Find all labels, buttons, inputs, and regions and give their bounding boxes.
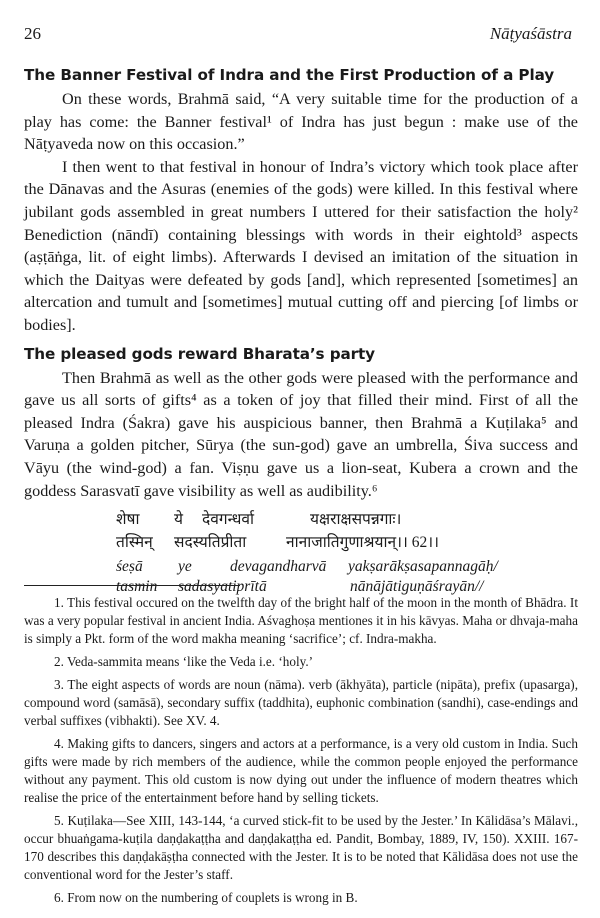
verse-devanagari	[24, 508, 578, 554]
running-title: Nāṭyaśāstra	[489, 24, 572, 43]
section-heading: The pleased gods reward Bharata’s party	[24, 344, 375, 363]
page-number: 26	[24, 24, 41, 43]
verse-line	[24, 508, 578, 531]
section-heading: The Banner Festival of Indra and the First Production of a Play	[24, 66, 555, 84]
footnote: 3. The eight aspects of words are noun (nāma). verb (ākhyāta), particle (nipāta), prefix (upasarga), compound word (samāsā), secondary suffix (taddhita), euphonic combination (sandhi), case-endings and verbal suffixes (vibhakti). See XV. 4.	[24, 677, 578, 728]
verse-word: sadasyatiprītā	[178, 578, 267, 596]
verse-word: देवगन्धर्वा	[202, 511, 255, 529]
verse-word: सदस्यतिप्रीता	[174, 534, 247, 552]
footnotes	[24, 594, 578, 912]
paragraph: I then went to that festival in honour of Indra’s victory which took place after the Dānavas and the Asuras (enemies of the gods) were killed. In this festival where jubilant gods assembled in great numbers I uttered for their satisfaction the holy² Benediction (nāndī) containing blessings with words in their eightold³ aspects (aṣṭāṅga, lit. of eight limbs). Afterwards I devised an imitation of the situation in which the Daityas were defeated by gods [and], which represented [sometimes] an altercation and tumult and [sometimes] mutual cutting off and piercing [of limbs or bodies].	[24, 157, 578, 334]
verse-word: śeṣā	[116, 558, 143, 576]
verse-line	[24, 531, 578, 554]
footnote: 1. This festival occured on the twelfth day of the bright half of the moon in the month of Bhādra. It was a very popular festival in ancient India. Aśvaghoṣa mentiones it in his kāvyas. Maha or dhvaja-maha is simply a Pkt. form of the word makha meaning ‘sacrifice’; cf. Indra-makha.	[24, 595, 578, 646]
footnote: 2. Veda-sammita means ‘like the Veda i.e. ‘holy.’	[54, 654, 314, 669]
verse-word: tasmin	[116, 578, 158, 596]
verse-line	[24, 557, 578, 577]
verse-word: यक्षराक्षसपन्नगाः।	[310, 511, 402, 529]
footnote: 6. From now on the numbering of couplets is wrong in B.	[54, 890, 358, 905]
footnote-divider	[24, 585, 240, 586]
verse-word: devagandharvā	[230, 558, 327, 576]
verse-word: तस्मिन्	[116, 534, 153, 552]
footnote: 4. Making gifts to dancers, singers and actors at a performance, is a very old custom in India. Such gifts were made by rich members of the audience, while the common people enjoyed the performance without any payment. This old custom is now dying out under the influence of modern theatres which realise the price of the entertainment before hand by selling tickets.	[24, 736, 578, 805]
page-header	[24, 24, 572, 46]
footnote: 5. Kuṭilaka—See XIII, 143-144, ‘a curved stick-fit to be used by the Jester.’ In Kālidāsa’s Mālavi., occur bhuaṅgama-kuṭila daṇḍakaṭṭha and daṇḍakaṭṭha ed. Pandit, Bombay, 1889, IV, 150). XXIII. 167-170 describes this daṇḍakāṣṭha connected with the Jester. It is to be noted that Kālidāsa does not use the conventional word for the Jester’s staff.	[24, 813, 578, 882]
paragraph: Then Brahmā as well as the other gods were pleased with the performance and gave us all sorts of gifts⁴ as a token of joy that filled their mind. First of all the pleased Indra (Śakra) gave his auspicious banner, then Brahmā a Kuṭilaka⁵ and Varuṇa a golden pitcher, Sūrya (the sun-god) gave an umbrella, Śiva success and Vāyu (the wind-god) a fan. Viṣṇu gave us a lion-seat, Kubera a crown and the goddess Sarasvatī gave visibility as well as audibility.⁶	[24, 368, 578, 500]
main-text	[24, 64, 578, 597]
verse-word: ये	[174, 511, 183, 529]
verse-word: nānājātiguṇāśrayān//	[350, 578, 484, 596]
verse-word: नानाजातिगुणाश्रयान्।। 62।।	[286, 534, 440, 552]
paragraph: On these words, Brahmā said, “A very suitable time for the production of a play has come: the Banner festival¹ of Indra has just begun : make use of the Nāṭyaveda now on this occasion.”	[24, 90, 578, 154]
verse-transliteration	[24, 557, 578, 597]
verse-word: शेषा	[116, 511, 140, 529]
verse-word: ye	[178, 558, 192, 576]
verse-word: yakṣarākṣasapannagāḥ/	[348, 558, 498, 576]
